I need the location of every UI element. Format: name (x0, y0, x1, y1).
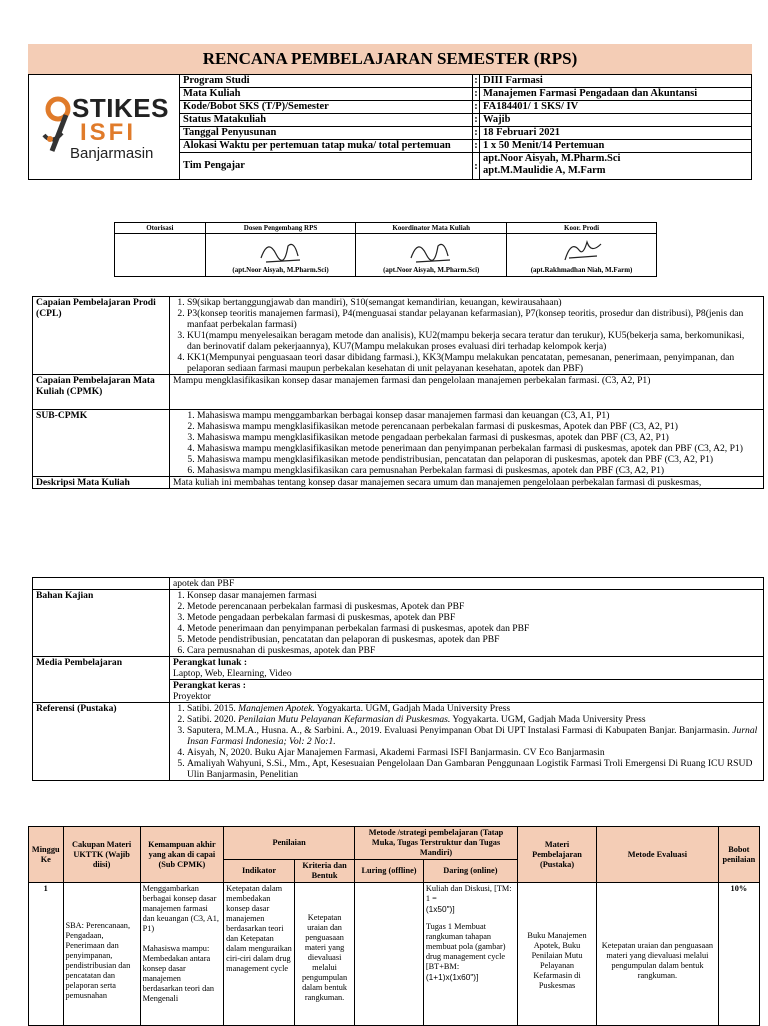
col-materi: Materi Pembelajaran (Pustaka) (517, 827, 596, 883)
value-tanggal: 18 Februari 2021 (480, 127, 752, 140)
team-member-2: apt.M.Maulidie A, M.Farm (483, 165, 606, 176)
referensi-item (187, 714, 760, 725)
cell-evaluasi: Ketepatan uraian dan penguasaan materi yang dievaluasi melalui pengumpulan dalam bentuk rangkuman. (597, 883, 719, 1026)
subcpmk-item: 3. Mahasiswa mampu mengklasifikasikan metode pengadaan perbekalan farmasi di puskesmas, apotek dan PBF (C3, A2, P1) (197, 432, 760, 443)
auth-signature-koordinator (356, 234, 507, 277)
authorization-table (114, 222, 657, 277)
document-title: RENCANA PEMBELAJARAN SEMESTER (RPS) (28, 44, 752, 74)
subcpmk-label: SUB-CPMK (33, 410, 170, 477)
daring-text: Kuliah dan Diskusi, [TM: 1 = (425, 884, 512, 903)
col-luring: Luring (offline) (355, 860, 424, 883)
bahan-content (170, 590, 764, 657)
colon: : (474, 88, 478, 99)
media-hard (170, 680, 764, 703)
deskripsi-continued-label (33, 578, 170, 590)
stikes-logo (34, 87, 174, 167)
ref-title: Manajemen Apotek. (238, 703, 315, 714)
subcpmk-content (170, 410, 764, 477)
signature-icon (557, 236, 607, 266)
table-row (29, 883, 760, 1026)
daring-formula: (1+1)x(1x60")] (425, 972, 479, 982)
col-cakupan: Cakupan Materi UKTTK (Wajib diisi) (63, 827, 140, 883)
label-status: Status Matakuliah (180, 114, 473, 127)
signature-icon (256, 236, 306, 266)
cell-luring (355, 883, 424, 1026)
media-soft-label: Perangkat lunak : (173, 657, 248, 668)
cpl-content (170, 297, 764, 375)
subcpmk-item: 6. Mahasiswa mampu mengklasifikasikan cara pemusnahan Perbekalan farmasi di puskesmas, apotek dan PBF (C3, A2, P1) (197, 465, 760, 476)
auth-signature-dosen (205, 234, 356, 277)
daring-formula: (1x50")] (425, 904, 455, 914)
colon: : (474, 140, 478, 151)
bahan-item: 2. Metode perencanaan perbekalan farmasi di puskesmas, Apotek dan PBF (187, 601, 760, 612)
cell-daring (423, 883, 517, 1026)
team-member-1: apt.Noor Aisyah, M.Pharm.Sci (483, 153, 621, 164)
col-minggu: Minggu Ke (29, 827, 64, 883)
media-hard-label: Perangkat keras : (173, 680, 247, 691)
logo-text-isfi: ISFI (80, 119, 137, 146)
label-program-studi: Program Studi (180, 75, 473, 88)
koordinator-name: (apt.Noor Aisyah, M.Pharm.Sci) (383, 266, 480, 274)
rps-header (28, 44, 752, 180)
label-tanggal: Tanggal Penyusunan (180, 127, 473, 140)
referensi-item (187, 725, 760, 747)
label-mata-kuliah: Mata Kuliah (180, 88, 473, 101)
subcpmk-item: 2. Mahasiswa mampu mengklasifikasikan metode perencanaan perbekalan farmasi di puskesmas, Apotek dan PBF (C3, A2, P1) (197, 421, 760, 432)
header-info-table (28, 74, 752, 180)
cell-indikator: Ketepatan dalam membedakan konsep dasar manajemen berdasarkan teori dan Ketepatan dalam menguraikan ciri-ciri dalam drug management cycle (224, 883, 295, 1026)
media-soft-value: Laptop, Web, Elearning, Video (173, 668, 292, 679)
value-kode: FA184401/ 1 SKS/ IV (480, 101, 752, 114)
cpl-item: 2. P3(konsep teoritis manajemen farmasi), P4(menguasai standar pelayanan kefarmasian), P7(konsep teoritis, prosedur dan distribusi), P8(jenis dan manfaat perbekalan farmasi) (187, 308, 760, 330)
kemampuan-text: Menggambarkan berbagai konsep dasar manajemen farmasi dan keuangan (C3, A1, P1) (142, 884, 219, 933)
referensi-item: 5. Amaliyah Wahyuni, S.Si., Mm., Apt, Kesesuaian Pengelolaan Dan Gambaran Penggunaan Logistik Farmasi Troli Emergensi Di Ruang ICU RSUD Ulin Banjarmasin, Penelitian (187, 758, 760, 780)
weekly-plan-table (28, 826, 760, 1026)
bahan-label: Bahan Kajian (33, 590, 170, 657)
cell-kemampuan (140, 883, 223, 1026)
subcpmk-item: 1. Mahasiswa mampu menggambarkan berbagai konsep dasar manajemen farmasi dan keuangan (C3, A1, P1) (197, 410, 760, 421)
signature-icon (406, 236, 456, 266)
auth-signature-koor-prodi (507, 234, 657, 277)
cpl-item: 4. KK1(Mempunyai penguasaan teori dasar dibidang farmasi.), KK3(Mampu melakukan pencatatan, pemesanan, penerimaan, penyimpanan, dan pelaporan sediaan farmasi maupun perbekalan kesehatan di unit pelayanan kesehatan, apotek dan PBF) (187, 352, 760, 374)
cell-bobot: 10% (718, 883, 759, 1026)
auth-header-koordinator: Koordinator Mata Kuliah (356, 223, 507, 234)
ref-text: Satibi. 2015. (187, 703, 239, 714)
referensi-label: Referensi (Pustaka) (33, 703, 170, 781)
referensi-item (187, 703, 760, 714)
col-penilaian: Penilaian (224, 827, 355, 860)
bahan-item: 5. Metode pendistribusian, pencatatan dan pelaporan di puskesmas, apotek dan PBF (187, 634, 760, 645)
value-tim-pengajar (480, 153, 752, 180)
ref-text: Saputera, M.M.A., Husna. A., & Sarbini. A., 2019. Evaluasi Penyimpanan Obat Di UPT Instalasi Farmasi di Kabupaten Banjar. Banjarmasin. (187, 725, 733, 736)
col-kriteria: Kriteria dan Bentuk (294, 860, 354, 883)
colon: : (474, 75, 478, 86)
col-metode: Metode /strategi pembelajaran (Tatap Muka, Tugas Terstruktur dan Tugas Mandiri) (355, 827, 518, 860)
referensi-item: 4. Aisyah, N, 2020. Buku Ajar Manajemen Farmasi, Akademi Farmasi ISFI Banjarmasin. CV Eco Banjarmasin (187, 747, 760, 758)
bahan-item: 3. Metode pengadaan perbekalan farmasi di puskesmas, apotek dan PBF (187, 612, 760, 623)
cell-cakupan: SBA: Perencanaan, Pengadaan, Penerimaan dan penyimpanan, pendistribusian dan pencatatan dan pelaporan serta pemusnahan (63, 883, 140, 1026)
bahan-item: 6. Cara pemusnahan di puskesmas, apotek dan PBF (187, 645, 760, 656)
logo-text-city: Banjarmasin (70, 145, 154, 162)
auth-header-otorisasi: Otorisasi (115, 223, 206, 234)
media-hard-value: Proyektor (173, 691, 211, 702)
value-program-studi: DIII Farmasi (480, 75, 752, 88)
cpl-item: 1. S9(sikap bertanggungjawab dan mandiri), S10(semangat kemandirian, keuangan, kewirausahaan) (187, 297, 760, 308)
colon: : (474, 114, 478, 125)
colon: : (474, 101, 478, 112)
label-tim-pengajar: Tim Pengajar (180, 153, 473, 180)
value-alokasi: 1 x 50 Menit/14 Pertemuan (480, 140, 752, 153)
ref-text: Yogyakarta. UGM, Gadjah Mada University Press (314, 703, 511, 714)
cpl-item: 3. KU1(mampu menyelesaikan beragam metode dan analisis), KU2(mampu bekerja secara teratur dan terukur), KU5(bekerja sama, berkomunikasi, dan berinovatif dalam pekerjaannya), KU7(Mampu melakukan proses evaluasi diri terhadap kelompok kerja) (187, 330, 760, 352)
label-kode: Kode/Bobot SKS (T/P)/Semester (180, 101, 473, 114)
learning-outcomes-table (32, 296, 764, 489)
auth-empty-cell (115, 234, 206, 277)
bahan-item: 4. Metode penerimaan dan penyimpanan perbekalan farmasi di puskesmas, apotek dan PBF (187, 623, 760, 634)
ref-text: Yogyakarta. UGM, Gadjah Mada University Press (450, 714, 646, 725)
col-indikator: Indikator (224, 860, 295, 883)
deskripsi-label: Deskripsi Mata Kuliah (33, 477, 170, 489)
cell-materi: Buku Manajemen Apotek, Buku Penilaian Mutu Pelayanan Kefarmasin di Puskesmas (517, 883, 596, 1026)
dosen-name: (apt.Noor Aisyah, M.Pharm.Sci) (232, 266, 329, 274)
bahan-item: 1. Konsep dasar manajemen farmasi (187, 590, 760, 601)
auth-header-dosen: Dosen Pengembang RPS (205, 223, 356, 234)
ref-text: Satibi. 2020. (187, 714, 239, 725)
deskripsi-continued: apotek dan PBF (170, 578, 764, 590)
cell-minggu: 1 (29, 883, 64, 1026)
referensi-content (170, 703, 764, 781)
cpmk-content: Mampu mengklasifikasikan konsep dasar manajemen farmasi dan pengelolaan manajemen perbekalan farmasi. (C3, A2, P1) (170, 375, 764, 410)
col-kemampuan: Kemampuan akhir yang akan di capai (Sub CPMK) (140, 827, 223, 883)
logo-text-stikes: STIKES (72, 93, 169, 123)
colon: : (473, 153, 480, 180)
col-bobot: Bobot penilaian (718, 827, 759, 883)
label-alokasi: Alokasi Waktu per pertemuan tatap muka/ total pertemuan (180, 140, 473, 153)
cpl-label: Capaian Pembelajaran Prodi (CPL) (33, 297, 170, 375)
ref-title: Penilaian Mutu Pelayanan Kefarmasian di Puskesmas. (238, 714, 451, 725)
value-mata-kuliah: Manajemen Farmasi Pengadaan dan Akuntansi (480, 88, 752, 101)
media-soft (170, 657, 764, 680)
koor-prodi-name: (apt.Rakhmadhan Niah, M.Farm) (530, 266, 633, 274)
colon: : (474, 127, 478, 138)
logo-cell (29, 75, 180, 180)
cpmk-label: Capaian Pembelajaran Mata Kuliah (CPMK) (33, 375, 170, 410)
col-daring: Daring (online) (423, 860, 517, 883)
ref-title: Jurnal Insan Farmasi Indonesia; Vol: 2 No:1. (187, 725, 758, 747)
value-status: Wajib (480, 114, 752, 127)
media-label: Media Pembelajaran (33, 657, 170, 703)
subcpmk-item: 4. Mahasiswa mampu mengklasifikasikan metode penerimaan dan penyimpanan perbekalan farmasi di puskesmas, apotek dan PBF (C3, A2, P1) (197, 443, 760, 454)
kemampuan-text: Mahasiswa mampu: Membedakan antara konsep dasar manajemen berdasarkan teori dan Mengenali (142, 944, 215, 1003)
daring-text: Tugas 1 Membuat rangkuman tahapan membuat pola (gambar) drug management cycle [BT+BM: (425, 922, 506, 971)
subcpmk-item: 5. Mahasiswa mampu mengklasifikasikan metode pendistribusian, pencatatan dan pelaporan di puskesmas, apotek dan PBF (C3, A2, P1) (197, 454, 760, 465)
cell-kriteria: Ketepatan uraian dan penguasaan materi yang dievaluasi melalui pengumpulan dalam bentuk rangkuman. (294, 883, 354, 1026)
auth-header-koor-prodi: Koor. Prodi (507, 223, 657, 234)
course-materials-table (32, 577, 764, 781)
col-evaluasi: Metode Evaluasi (597, 827, 719, 883)
deskripsi-content: Mata kuliah ini membahas tentang konsep dasar manajemen secara umum dan manajemen pengelolaan perbekalan farmasi di puskesmas, (170, 477, 764, 489)
